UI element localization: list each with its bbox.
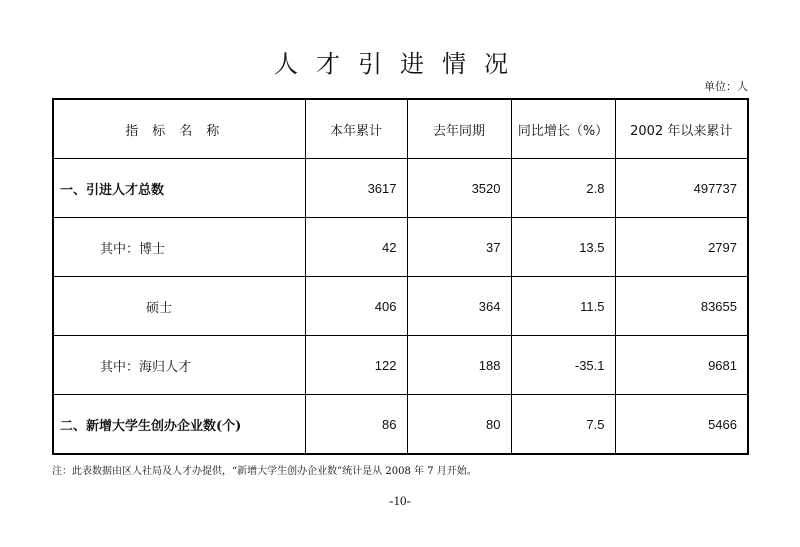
cell-last-year: 37 xyxy=(407,218,511,277)
cell-current-year: 3617 xyxy=(305,159,407,218)
cell-since-2002: 5466 xyxy=(615,395,748,455)
header-current-year: 本年累计 xyxy=(305,99,407,159)
row-name: 其中：海归人才 xyxy=(53,336,305,395)
cell-current-year: 122 xyxy=(305,336,407,395)
row-name: 其中：博士 xyxy=(53,218,305,277)
header-since-2002: 2002 年以来累计 xyxy=(615,99,748,159)
row-name: 硕士 xyxy=(53,277,305,336)
footnote: 注：此表数据由区人社局及人才办提供，“新增大学生创办企业数”统计是从 2008 年 7 月开始。 xyxy=(52,466,477,477)
row-name: 二、新增大学生创办企业数(个) xyxy=(53,395,305,455)
table-header-row xyxy=(53,99,748,159)
table-row xyxy=(53,395,748,455)
cell-yoy: 2.8 xyxy=(511,159,615,218)
cell-since-2002: 2797 xyxy=(615,218,748,277)
cell-last-year: 3520 xyxy=(407,159,511,218)
cell-current-year: 406 xyxy=(305,277,407,336)
row-name: 一、引进人才总数 xyxy=(53,159,305,218)
talent-table xyxy=(52,98,749,455)
cell-last-year: 188 xyxy=(407,336,511,395)
header-name: 指标名称 xyxy=(53,99,305,159)
table-row xyxy=(53,218,748,277)
unit-label: 单位：人 xyxy=(704,80,748,93)
table-row xyxy=(53,336,748,395)
header-last-year: 去年同期 xyxy=(407,99,511,159)
cell-since-2002: 497737 xyxy=(615,159,748,218)
cell-last-year: 80 xyxy=(407,395,511,455)
cell-yoy: -35.1 xyxy=(511,336,615,395)
cell-since-2002: 83655 xyxy=(615,277,748,336)
cell-current-year: 42 xyxy=(305,218,407,277)
table-row xyxy=(53,159,748,218)
cell-yoy: 11.5 xyxy=(511,277,615,336)
cell-since-2002: 9681 xyxy=(615,336,748,395)
table-row xyxy=(53,277,748,336)
cell-yoy: 13.5 xyxy=(511,218,615,277)
cell-last-year: 364 xyxy=(407,277,511,336)
header-yoy: 同比增长（%） xyxy=(511,99,615,159)
page-number: -10- xyxy=(389,493,411,508)
cell-current-year: 86 xyxy=(305,395,407,455)
page-title: 人才引进情况 xyxy=(274,50,526,78)
cell-yoy: 7.5 xyxy=(511,395,615,455)
